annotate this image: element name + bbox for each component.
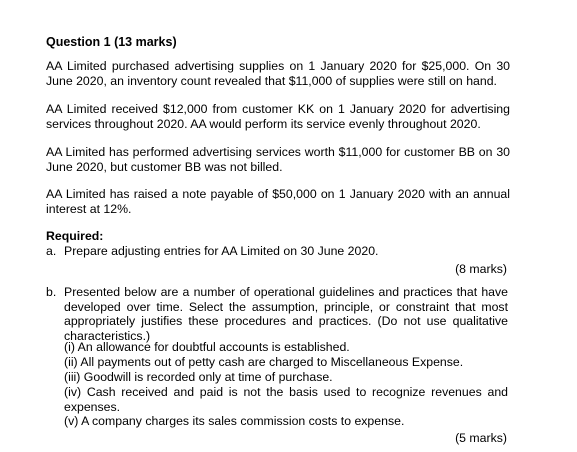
paragraph-note-payable: AA Limited has raised a note payable of $50,000 on 1 January 2020 with an annual interest at 12%. bbox=[46, 187, 510, 216]
question-title: Question 1 (13 marks) bbox=[46, 35, 177, 49]
part-a-text: Prepare adjusting entries for AA Limited on 30 June 2020. bbox=[64, 244, 379, 258]
part-b-item-iii: (iii) Goodwill is recorded only at time of purchase. bbox=[64, 370, 333, 384]
part-b-item-iv-text: (iv) Cash received and paid is not the basis used to recognize revenues and expenses. bbox=[64, 385, 508, 414]
part-b-item-ii: (ii) All payments out of petty cash are charged to Miscellaneous Expense. bbox=[64, 355, 464, 369]
part-b-item-i: (i) An allowance for doubtful accounts is established. bbox=[64, 340, 350, 354]
part-b-letter: b. bbox=[46, 285, 57, 299]
part-b-item-iv bbox=[64, 385, 508, 414]
part-a-letter: a. bbox=[46, 244, 57, 258]
paragraph-accrued-revenue: AA Limited has performed advertising services worth $11,000 for customer BB on 30 June 2020, but customer BB was not billed. bbox=[46, 145, 510, 174]
part-a-marks: (8 marks) bbox=[455, 262, 507, 276]
required-label: Required: bbox=[46, 229, 104, 243]
part-b-marks: (5 marks) bbox=[455, 431, 507, 445]
paragraph-supplies: AA Limited purchased advertising supplies on 1 January 2020 for $25,000. On 30 June 2020, an inventory count revealed that $11,000 of supplies were still on hand. bbox=[46, 59, 510, 88]
part-b-item-v: (v) A company charges its sales commission costs to expense. bbox=[64, 414, 405, 428]
part-b-text: Presented below are a number of operational guidelines and practices that have developed over time. Select the assumption, principle, or constraint that most appropriately justifies these procedures and practices. (Do not use qualitative characteristics.) bbox=[64, 285, 508, 343]
paragraph-unearned-revenue: AA Limited received $12,000 from customer KK on 1 January 2020 for advertising services throughout 2020. AA would perform its service evenly throughout 2020. bbox=[46, 102, 510, 131]
